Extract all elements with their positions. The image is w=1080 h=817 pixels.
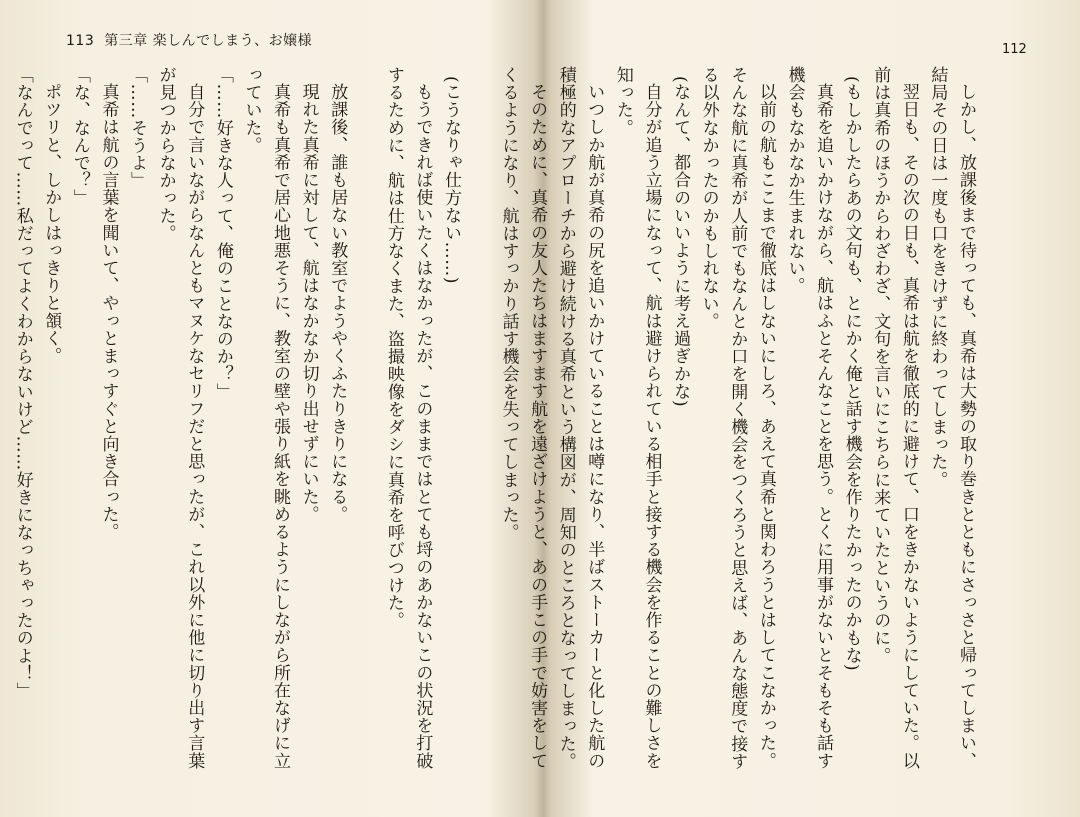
text-line: 「な、なんで？」 (69, 66, 90, 207)
text-line: いつしか航が真希の尻を追いかけていることは噂になり、半ばストーカーと化した航の (584, 83, 605, 770)
text-line: 「……好きな人って、俺のことなのか？」 (212, 66, 233, 401)
text-line: 現れた真希に対して、航はなかなか切り出せずにいた。 (298, 83, 319, 523)
text-line: (こうなりゃ仕方ない……) (441, 76, 461, 285)
text-line: 真希は航の言葉を聞いて、やっとまっすぐと向き合った。 (98, 83, 119, 541)
text-line: 翌日も、その次の日も、真希は航を徹底的に避けて、口をきかないようにしていた。以 (898, 83, 919, 770)
paragraph-gap (351, 66, 379, 716)
text-line: 真希も真希で居心地悪そうに、教室の壁や張り紙を眺めるようにしながら所在なげに立 (270, 83, 291, 770)
text-line: 機会もなかなか生まれない。 (784, 66, 805, 295)
text-line: 以前の航もここまで徹底はしないにしろ、あえて真希と関わろうとはしてこなかった。 (755, 83, 776, 770)
text-line: る以外なかったのかもしれない。 (698, 66, 719, 330)
text-line: っていた。 (241, 66, 262, 154)
right-page (498, 0, 1080, 817)
text-line: (もしかしたらあの文句も、とにかく俺と話す機会を作りたかったのかもな) (841, 76, 862, 672)
text-line: 前は真希のほうからわざわざ、文句を言いにこちらに来ていたというのに。 (870, 66, 891, 665)
text-line: 自分が追う立場になって、航は避けられている相手と接する機会を作ることの難しさを (641, 83, 662, 770)
text-line: 「なんでって……私だってよくわからないけど……好きになっちゃったのよ！」 (12, 66, 33, 700)
page-number-left: 113 (66, 33, 95, 49)
text-line: 放課後、誰も居ない教室でようやくふたりきりになる。 (327, 83, 348, 523)
text-line: 知った。 (612, 66, 633, 137)
text-line: 「……そうよ」 (127, 66, 148, 190)
right-text-block (494, 66, 980, 770)
text-line: が見つからなかった。 (155, 66, 176, 242)
chapter-title: 第三章 楽しんでしまう、お嬢様 (104, 33, 313, 49)
running-head (66, 30, 312, 50)
text-line: もうできれば使いたくはなかったが、このままではとても埒のあかないこの状況を打破 (412, 83, 433, 770)
text-line: 真希を追いかけながら、航はふとそんなことを思う。とくに用事がないとそもそも話す (813, 83, 834, 770)
text-line: ポツリと、しかしはっきりと頷く。 (41, 83, 62, 365)
text-line: くるようになり、航はすっかり話す機会を失ってしまった。 (498, 66, 519, 542)
text-line: そのために、真希の友人たちはますます航を遠ざけようと、あの手この手で妨害をして (527, 83, 548, 770)
text-line: 積極的なアプローチから避け続ける真希という構図が、周知のところとなってしまった。 (555, 66, 576, 770)
left-text-block (8, 66, 465, 770)
text-line: 自分で言いながらなんともマヌケなセリフだと思ったが、これ以外に他に切り出す言葉 (184, 83, 205, 770)
text-line: するために、航は仕方なくまた、盗撮映像をダシに真希を呼びつけた。 (383, 66, 404, 630)
text-line: しかし、放課後まで待っても、真希は大勢の取り巻きとともにさっさと帰ってしまい、 (956, 83, 976, 770)
text-line: 結局その日は一度も口をきけずに終わってしまった。 (927, 66, 948, 489)
page-number-right: 112 (1002, 42, 1027, 57)
text-line: (なんて、都合のいいように考え過ぎかな) (670, 76, 691, 408)
text-line: そんな航に真希が人前でもなんとか口を開く機会をつくろうと思えば、あんな態度で接す (727, 66, 748, 770)
